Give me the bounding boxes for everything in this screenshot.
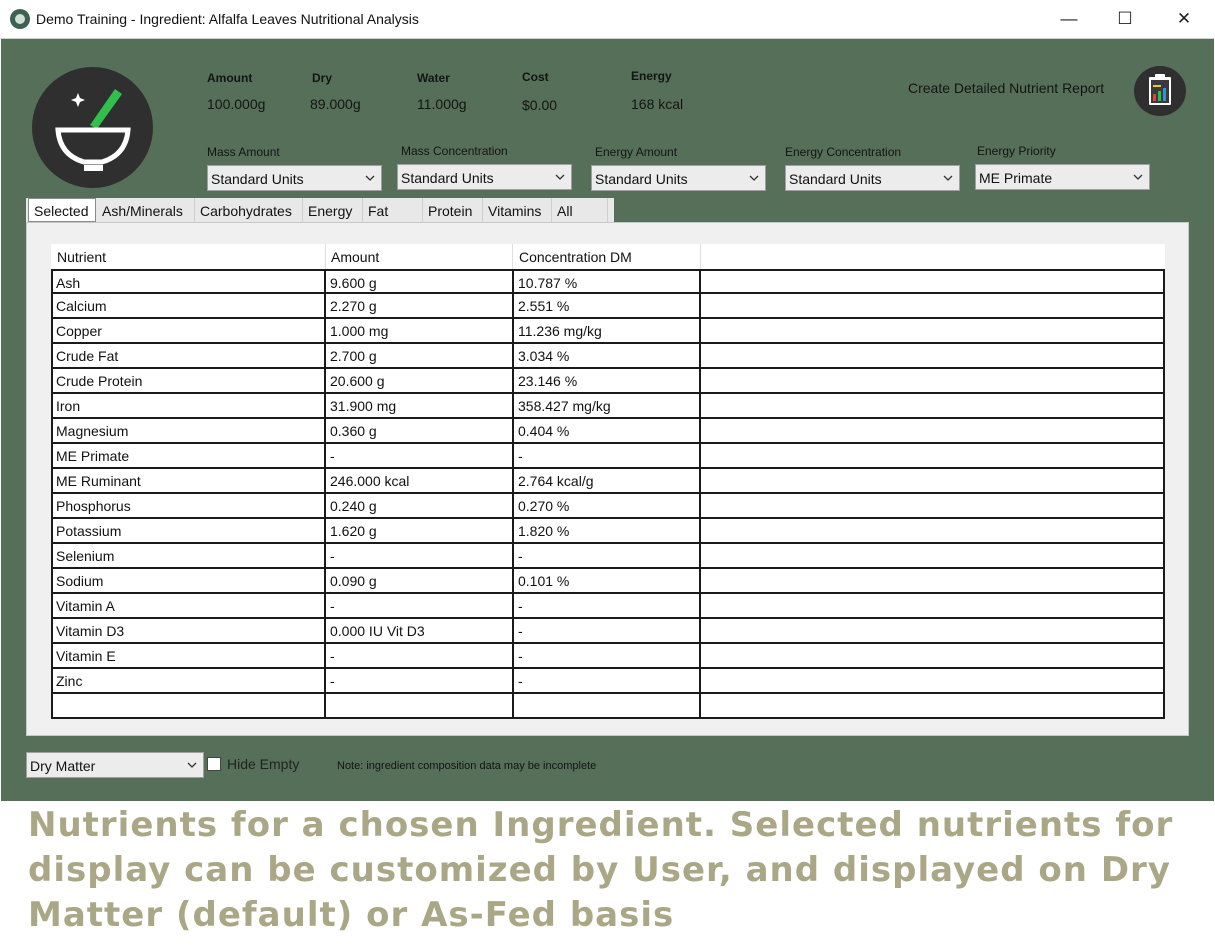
table-row[interactable] <box>51 369 1165 394</box>
nutrient-cell: ME Primate <box>56 448 130 464</box>
concentration-cell: 3.034 % <box>518 348 570 364</box>
nutrient-cell: Crude Fat <box>56 348 119 364</box>
nutrient-cell: Vitamin A <box>56 598 115 614</box>
app-icon <box>10 9 30 29</box>
amount-cell: 246.000 kcal <box>330 473 410 489</box>
nutrient-cell: Calcium <box>56 298 107 314</box>
mass-concentration-select[interactable] <box>397 164 572 190</box>
amount-cell: 0.360 g <box>330 423 377 439</box>
table-row[interactable] <box>51 494 1165 519</box>
nutrient-cell: Potassium <box>56 523 122 539</box>
grid-line <box>51 269 53 719</box>
nutrient-cell: Vitamin D3 <box>56 623 125 639</box>
nutrient-cell: Magnesium <box>56 423 129 439</box>
nutrient-cell: Crude Protein <box>56 373 143 389</box>
tab-vitamins[interactable]: Vitamins <box>483 198 552 223</box>
mass-amount-select[interactable] <box>207 165 382 191</box>
mass-concentration-value: Standard Units <box>401 170 494 186</box>
concentration-cell: - <box>518 623 523 639</box>
energy-amount-label: Energy Amount <box>595 145 678 159</box>
energy-concentration-label: Energy Concentration <box>785 145 902 159</box>
energy-value: 168 kcal <box>631 96 684 112</box>
caption-text: Nutrients for a chosen Ingredient. Selected nutrients for display can be customized by User, and displayed on Dry Matter (default) or As-Fed basis <box>28 805 1174 935</box>
amount-value: 100.000g <box>207 96 266 112</box>
energy-amount-select[interactable] <box>591 165 766 191</box>
tab-selected[interactable]: Selected <box>28 198 96 222</box>
header-divider <box>700 244 701 269</box>
concentration-cell <box>513 694 700 717</box>
minimize-button[interactable]: — <box>1060 9 1078 28</box>
mass-concentration-label: Mass Concentration <box>401 144 508 158</box>
concentration-cell: 358.427 mg/kg <box>518 398 611 414</box>
water-value: 11.000g <box>417 96 467 112</box>
table-row[interactable] <box>51 294 1165 319</box>
energy-priority-label: Energy Priority <box>977 144 1056 158</box>
cost-value: $0.00 <box>522 97 558 113</box>
table-row[interactable] <box>51 469 1165 494</box>
column-header-concentration[interactable]: Concentration DM <box>519 249 632 265</box>
amount-cell: - <box>330 648 335 664</box>
nutrient-cell <box>51 694 325 717</box>
clipboard-chart-icon <box>1134 66 1186 116</box>
energy-concentration-value: Standard Units <box>789 171 882 187</box>
nutrient-tabs <box>26 198 614 223</box>
concentration-cell: - <box>518 548 523 564</box>
tab-carbohydrates[interactable]: Carbohydrates <box>195 198 303 223</box>
mass-amount-value: Standard Units <box>211 171 304 187</box>
header-divider <box>512 244 513 269</box>
concentration-cell: 0.404 % <box>518 423 570 439</box>
concentration-cell: - <box>518 598 523 614</box>
amount-cell: 1.000 mg <box>330 323 389 339</box>
chevron-down-icon <box>555 173 565 181</box>
amount-cell: 9.600 g <box>330 275 377 291</box>
cost-label: Cost <box>522 70 549 84</box>
amount-cell: - <box>330 448 335 464</box>
table-row[interactable] <box>51 419 1165 444</box>
mass-amount-label: Mass Amount <box>207 145 280 159</box>
concentration-cell: 1.820 % <box>518 523 570 539</box>
amount-cell: 1.620 g <box>330 523 377 539</box>
chevron-down-icon <box>1133 173 1143 181</box>
nutrient-cell: Phosphorus <box>56 498 131 514</box>
grid-line <box>699 269 701 719</box>
amount-cell: 2.700 g <box>330 348 377 364</box>
hide-empty-label[interactable]: Hide Empty <box>227 756 300 772</box>
table-row[interactable] <box>51 544 1165 569</box>
amount-cell <box>325 694 513 717</box>
amount-cell: 20.600 g <box>330 373 385 389</box>
concentration-cell: 0.101 % <box>518 573 570 589</box>
chevron-down-icon <box>943 174 953 182</box>
table-row[interactable] <box>51 669 1165 694</box>
nutrient-cell: Sodium <box>56 573 104 589</box>
amount-cell: 2.270 g <box>330 298 377 314</box>
concentration-cell: - <box>518 648 523 664</box>
tab-fat[interactable]: Fat <box>363 198 423 223</box>
amount-cell: 0.240 g <box>330 498 377 514</box>
chevron-down-icon <box>365 174 375 182</box>
amount-cell: - <box>330 673 335 689</box>
nutrient-cell: Vitamin E <box>56 648 116 664</box>
table-row[interactable] <box>51 644 1165 669</box>
amount-cell: 0.090 g <box>330 573 377 589</box>
basis-value: Dry Matter <box>30 758 96 774</box>
water-label: Water <box>417 71 450 85</box>
nutrient-cell: Copper <box>56 323 102 339</box>
report-button[interactable] <box>1134 66 1186 116</box>
dry-label: Dry <box>312 71 333 85</box>
table-row[interactable] <box>51 694 1165 719</box>
energy-label: Energy <box>631 69 672 83</box>
table-row[interactable] <box>51 344 1165 369</box>
amount-cell: - <box>330 598 335 614</box>
column-header-amount[interactable]: Amount <box>331 249 380 265</box>
report-label: Create Detailed Nutrient Report <box>908 80 1105 96</box>
concentration-cell: 2.551 % <box>518 298 570 314</box>
chevron-down-icon <box>187 761 197 769</box>
table-row[interactable] <box>51 444 1165 469</box>
table-row[interactable] <box>51 319 1165 344</box>
basis-select[interactable] <box>26 752 204 778</box>
chevron-down-icon <box>749 174 759 182</box>
energy-amount-value: Standard Units <box>595 171 688 187</box>
nutrient-cell: ME Ruminant <box>56 473 141 489</box>
header-divider <box>325 244 326 269</box>
concentration-cell: 10.787 % <box>518 275 578 291</box>
incomplete-data-note: Note: ingredient composition data may be incomplete <box>337 760 597 772</box>
grid-line <box>324 269 326 719</box>
maximize-button[interactable]: ☐ <box>1117 9 1133 28</box>
energy-priority-value: ME Primate <box>979 170 1053 186</box>
table-row[interactable] <box>51 594 1165 619</box>
concentration-cell: 2.764 kcal/g <box>518 473 594 489</box>
concentration-cell: 0.270 % <box>518 498 570 514</box>
concentration-cell: 23.146 % <box>518 373 578 389</box>
table-row[interactable] <box>51 619 1165 644</box>
dry-value: 89.000g <box>310 96 361 112</box>
nutrient-cell: Ash <box>56 275 81 291</box>
grid-line <box>512 269 514 719</box>
hide-empty-checkbox[interactable] <box>207 757 221 771</box>
table-row[interactable] <box>51 519 1165 544</box>
table-row[interactable] <box>51 269 1165 294</box>
nutrient-cell: Iron <box>56 398 81 414</box>
table-row[interactable] <box>51 569 1165 594</box>
amount-label: Amount <box>207 71 253 85</box>
title-bar <box>0 0 1215 39</box>
nutrient-cell: Selenium <box>56 548 115 564</box>
amount-cell: - <box>330 548 335 564</box>
window-title: Demo Training - Ingredient: Alfalfa Leaves Nutritional Analysis <box>36 11 419 27</box>
concentration-cell: - <box>518 448 523 464</box>
tab-energy[interactable]: Energy <box>303 198 363 223</box>
close-button[interactable]: ✕ <box>1176 9 1192 28</box>
grid-line <box>1163 269 1165 719</box>
energy-concentration-select[interactable] <box>785 165 960 191</box>
tab-ash-minerals[interactable]: Ash/Minerals <box>97 198 195 223</box>
concentration-cell: 11.236 mg/kg <box>518 323 602 339</box>
column-header-nutrient[interactable]: Nutrient <box>57 249 107 265</box>
amount-cell: 0.000 IU Vit D3 <box>330 623 425 639</box>
mortar-pestle-logo-icon <box>32 67 153 188</box>
concentration-cell: - <box>518 673 523 689</box>
nutrient-cell: Zinc <box>56 673 83 689</box>
tab-all[interactable]: All <box>552 198 608 223</box>
tab-protein[interactable]: Protein <box>423 198 483 223</box>
energy-priority-select[interactable] <box>975 164 1150 190</box>
amount-cell: 31.900 mg <box>330 398 397 414</box>
table-row[interactable] <box>51 394 1165 419</box>
